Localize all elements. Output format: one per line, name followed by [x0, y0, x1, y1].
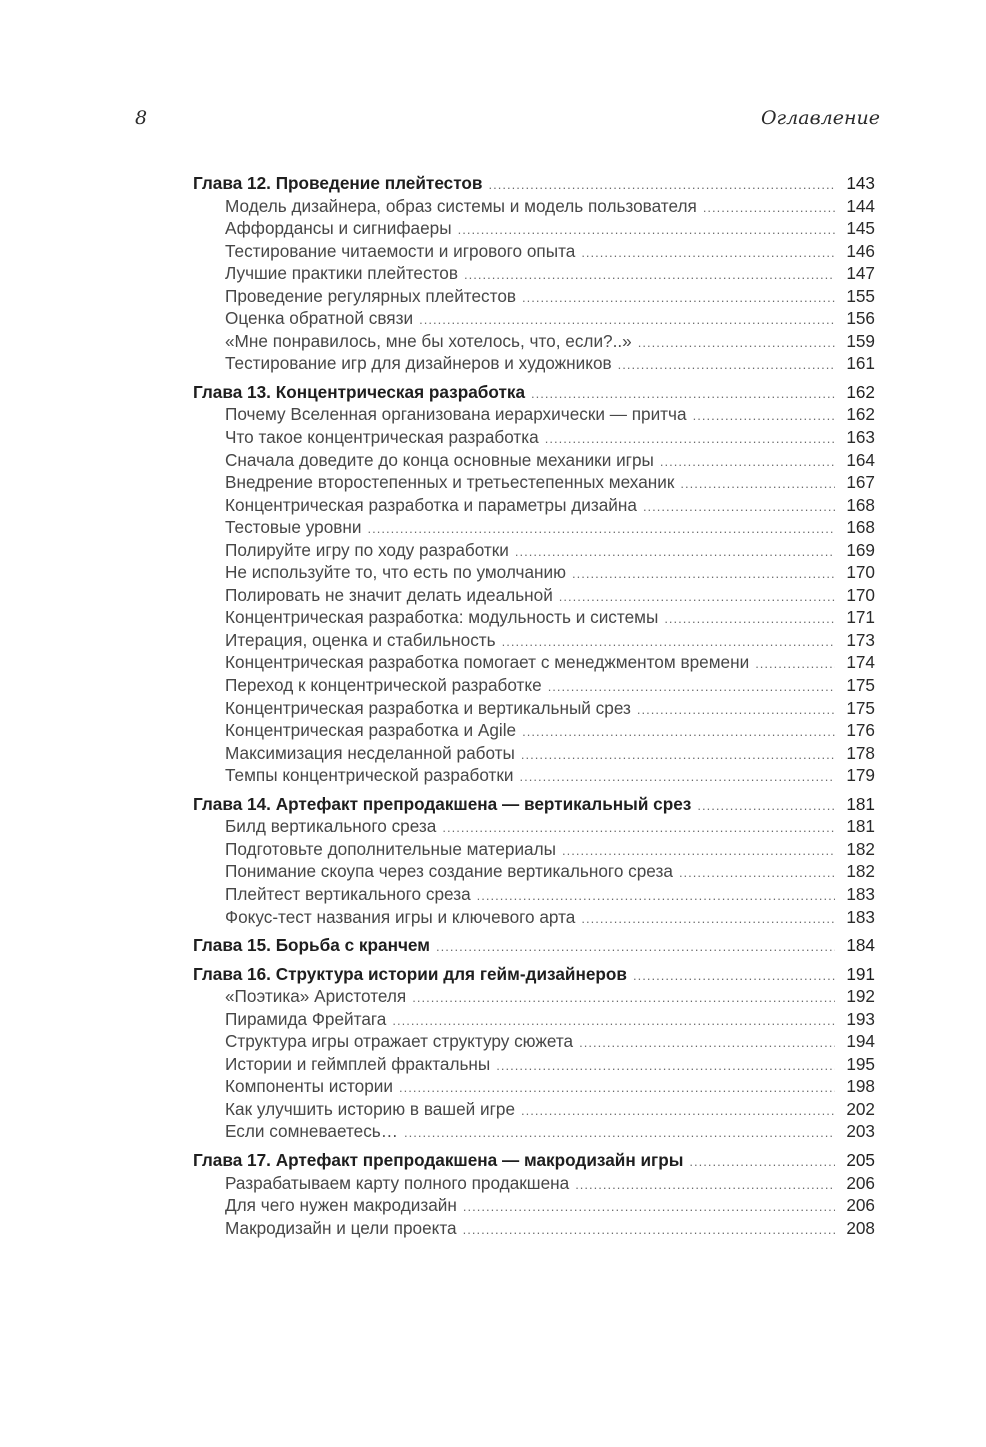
section-title: Проведение регулярных плейтестов: [225, 285, 517, 306]
section-title: Почему Вселенная организована иерархически — притча: [225, 404, 687, 425]
section-title: Как улучшить историю в вашей игре: [225, 1098, 516, 1119]
toc-section-entry[interactable]: [193, 697, 875, 720]
section-page-number: 144: [846, 195, 875, 216]
toc-section-entry[interactable]: [193, 217, 875, 240]
section-title: Макродизайн и цели проекта: [225, 1217, 457, 1238]
toc-section-entry[interactable]: [193, 307, 875, 330]
section-title: Структура игры отражает структуру сюжета: [225, 1031, 574, 1052]
dot-leader: [575, 1174, 835, 1197]
section-title: Темпы концентрической разработки: [225, 765, 514, 786]
toc-section-entry[interactable]: [193, 262, 875, 285]
section-page-number: 206: [846, 1172, 875, 1193]
chapter-page-number: 191: [846, 963, 875, 984]
section-page-number: 156: [846, 308, 875, 329]
dot-leader: [660, 451, 835, 474]
dot-leader: [664, 608, 835, 631]
toc-section-entry[interactable]: [193, 719, 875, 742]
dot-leader: [442, 817, 835, 840]
section-page-number: 202: [846, 1098, 875, 1119]
toc-section-entry[interactable]: [193, 764, 875, 787]
toc-section-entry[interactable]: [193, 1098, 875, 1121]
dot-leader: [697, 795, 835, 818]
dot-leader: [458, 219, 835, 242]
section-page-number: 206: [846, 1195, 875, 1216]
toc-section-entry[interactable]: [193, 330, 875, 353]
running-head-title: Оглавление: [760, 107, 880, 129]
dot-leader: [572, 563, 835, 586]
dot-leader: [436, 936, 835, 959]
dot-leader: [521, 744, 835, 767]
toc-section-entry[interactable]: [193, 860, 875, 883]
toc-section-entry[interactable]: [193, 1008, 875, 1031]
dot-leader: [522, 287, 835, 310]
section-page-number: 159: [846, 330, 875, 351]
toc-section-entry[interactable]: [193, 539, 875, 562]
section-title: Тестовые уровни: [225, 517, 362, 538]
section-title: Итерация, оценка и стабильность: [225, 629, 496, 650]
section-title: Переход к концентрической разработке: [225, 675, 542, 696]
section-page-number: 203: [846, 1121, 875, 1142]
toc-section-entry[interactable]: [193, 1217, 875, 1240]
section-page-number: 163: [846, 427, 875, 448]
dot-leader: [367, 518, 835, 541]
dot-leader: [412, 987, 835, 1010]
section-title: Пирамида Фрейтага: [225, 1008, 387, 1029]
section-page-number: 168: [846, 517, 875, 538]
section-page-number: 146: [846, 240, 875, 261]
toc-section-entry[interactable]: [193, 838, 875, 861]
chapter-page-number: 205: [846, 1149, 875, 1170]
dot-leader: [703, 197, 835, 220]
dot-leader: [520, 766, 835, 789]
toc-section-entry[interactable]: [193, 352, 875, 375]
chapter-title: Глава 16. Структура истории для гейм-дизайнеров: [193, 963, 627, 984]
dot-leader: [755, 653, 835, 676]
section-page-number: 182: [846, 838, 875, 859]
section-title: Максимизация несделанной работы: [225, 742, 515, 763]
toc-section-entry[interactable]: [193, 1172, 875, 1195]
section-page-number: 176: [846, 720, 875, 741]
dot-leader: [679, 862, 835, 885]
chapter-page-number: 143: [846, 173, 875, 193]
section-title: Модель дизайнера, образ системы и модель пользователя: [225, 195, 697, 216]
chapter-page-number: 184: [846, 935, 875, 956]
dot-leader: [515, 541, 835, 564]
chapter-title: Глава 17. Артефакт препродакшена — макродизайн игры: [193, 1149, 684, 1170]
section-title: Билд вертикального среза: [225, 816, 437, 837]
section-title: Фокус-тест названия игры и ключевого арта: [225, 906, 576, 927]
dot-leader: [531, 383, 835, 406]
toc-section-entry[interactable]: [193, 674, 875, 697]
dot-leader: [488, 174, 835, 197]
dot-leader: [522, 721, 835, 744]
toc-chapter-entry[interactable]: [193, 1149, 875, 1172]
table-of-contents: [193, 172, 875, 1239]
section-page-number: 170: [846, 562, 875, 583]
section-title: Тестирование игр для дизайнеров и художников: [225, 353, 612, 374]
section-title: Концентрическая разработка и параметры дизайна: [225, 494, 637, 515]
toc-section-entry[interactable]: [193, 985, 875, 1008]
section-title: Полировать не значит делать идеальной: [225, 584, 553, 605]
toc-section-entry[interactable]: [193, 426, 875, 449]
section-page-number: 179: [846, 765, 875, 786]
dot-leader: [521, 1100, 835, 1123]
section-page-number: 194: [846, 1031, 875, 1052]
toc-section-entry[interactable]: [193, 906, 875, 929]
dot-leader: [680, 473, 835, 496]
chapter-page-number: 162: [846, 381, 875, 402]
section-page-number: 195: [846, 1053, 875, 1074]
chapter-title: Глава 15. Борьба с кранчем: [193, 935, 430, 956]
toc-section-entry[interactable]: [193, 606, 875, 629]
section-page-number: 183: [846, 883, 875, 904]
section-page-number: 174: [846, 652, 875, 673]
toc-section-entry[interactable]: [193, 1194, 875, 1217]
toc-section-entry[interactable]: [193, 883, 875, 906]
section-page-number: 181: [846, 816, 875, 837]
section-title: Аффордансы и сигнифаеры: [225, 218, 452, 239]
section-page-number: 168: [846, 494, 875, 515]
toc-section-entry[interactable]: [193, 449, 875, 472]
toc-section-entry[interactable]: [193, 629, 875, 652]
dot-leader: [638, 332, 835, 355]
section-title: Не используйте то, что есть по умолчанию: [225, 562, 567, 583]
section-title: Концентрическая разработка и Agile: [225, 720, 517, 741]
section-page-number: 161: [846, 353, 875, 374]
dot-leader: [637, 699, 835, 722]
toc-section-entry[interactable]: [193, 584, 875, 607]
section-title: «Поэтика» Аристотеля: [225, 986, 407, 1007]
section-page-number: 182: [846, 861, 875, 882]
section-title: Концентрическая разработка помогает с менеджментом времени: [225, 652, 750, 673]
toc-chapter-entry[interactable]: [193, 963, 875, 986]
chapter-title: Глава 14. Артефакт препродакшена — вертикальный срез: [193, 793, 692, 814]
dot-leader: [502, 631, 835, 654]
toc-section-entry[interactable]: [193, 516, 875, 539]
toc-chapter-entry[interactable]: [193, 934, 875, 957]
toc-section-entry[interactable]: [193, 742, 875, 765]
dot-leader: [579, 1032, 835, 1055]
toc-chapter-entry[interactable]: [193, 381, 875, 404]
dot-leader: [633, 965, 835, 988]
section-title: Если сомневаетесь…: [225, 1121, 398, 1142]
section-page-number: 175: [846, 697, 875, 718]
toc-section-entry[interactable]: [193, 285, 875, 308]
section-page-number: 171: [846, 607, 875, 628]
section-title: Концентрическая разработка и вертикальный срез: [225, 697, 631, 718]
section-page-number: 164: [846, 449, 875, 470]
section-title: Что такое концентрическая разработка: [225, 427, 539, 448]
chapter-title: Глава 12. Проведение плейтестов: [193, 173, 483, 193]
toc-section-entry[interactable]: [193, 494, 875, 517]
dot-leader: [581, 908, 835, 931]
toc-chapter-entry[interactable]: [193, 172, 875, 195]
section-page-number: 192: [846, 986, 875, 1007]
dot-leader: [404, 1122, 835, 1145]
section-page-number: 169: [846, 539, 875, 560]
section-page-number: 170: [846, 584, 875, 605]
toc-section-entry[interactable]: [193, 240, 875, 263]
toc-section-entry[interactable]: [193, 403, 875, 426]
section-page-number: 167: [846, 472, 875, 493]
section-page-number: 198: [846, 1076, 875, 1097]
section-title: Оценка обратной связи: [225, 308, 414, 329]
section-title: Плейтест вертикального среза: [225, 883, 471, 904]
chapter-page-number: 181: [846, 793, 875, 814]
section-title: «Мне понравилось, мне бы хотелось, что, если?..»: [225, 330, 632, 351]
toc-section-entry[interactable]: [193, 1030, 875, 1053]
dot-leader: [399, 1077, 835, 1100]
section-title: Компоненты истории: [225, 1076, 393, 1097]
dot-leader: [463, 1196, 835, 1219]
section-title: Подготовьте дополнительные материалы: [225, 838, 556, 859]
section-title: Разрабатываем карту полного продакшена: [225, 1172, 570, 1193]
toc-section-entry[interactable]: [193, 1120, 875, 1143]
dot-leader: [419, 309, 835, 332]
section-title: Лучшие практики плейтестов: [225, 263, 458, 284]
section-page-number: 147: [846, 263, 875, 284]
dot-leader: [464, 264, 835, 287]
section-title: Концентрическая разработка: модульность и системы: [225, 607, 659, 628]
toc-section-entry[interactable]: [193, 195, 875, 218]
toc-section-entry[interactable]: [193, 815, 875, 838]
section-title: Тестирование читаемости и игрового опыта: [225, 240, 576, 261]
dot-leader: [562, 840, 835, 863]
dot-leader: [548, 676, 835, 699]
chapter-title: Глава 13. Концентрическая разработка: [193, 381, 526, 402]
section-page-number: 178: [846, 742, 875, 763]
dot-leader: [477, 885, 835, 908]
section-title: Внедрение второстепенных и третьестепенных механик: [225, 472, 675, 493]
toc-section-entry[interactable]: [193, 1075, 875, 1098]
page-number: 8: [135, 107, 148, 129]
dot-leader: [693, 405, 835, 428]
section-title: Истории и геймплей фрактальны: [225, 1053, 491, 1074]
dot-leader: [496, 1055, 835, 1078]
dot-leader: [618, 354, 835, 377]
section-page-number: 193: [846, 1008, 875, 1029]
toc-chapter-entry[interactable]: [193, 793, 875, 816]
section-page-number: 173: [846, 629, 875, 650]
dot-leader: [689, 1151, 835, 1174]
section-title: Полируйте игру по ходу разработки: [225, 539, 509, 560]
section-title: Для чего нужен макродизайн: [225, 1195, 457, 1216]
dot-leader: [545, 428, 835, 451]
section-page-number: 183: [846, 906, 875, 927]
section-page-number: 155: [846, 285, 875, 306]
section-page-number: 145: [846, 218, 875, 239]
toc-section-entry[interactable]: [193, 471, 875, 494]
section-page-number: 208: [846, 1217, 875, 1238]
dot-leader: [643, 496, 835, 519]
section-page-number: 175: [846, 675, 875, 696]
toc-section-entry[interactable]: [193, 561, 875, 584]
section-title: Понимание скоупа через создание вертикального среза: [225, 861, 673, 882]
dot-leader: [392, 1010, 835, 1033]
dot-leader: [463, 1219, 835, 1242]
section-page-number: 162: [846, 404, 875, 425]
dot-leader: [559, 586, 835, 609]
dot-leader: [581, 242, 835, 265]
toc-section-entry[interactable]: [193, 651, 875, 674]
section-title: Сначала доведите до конца основные механики игры: [225, 449, 654, 470]
toc-section-entry[interactable]: [193, 1053, 875, 1076]
running-head: [135, 107, 880, 135]
